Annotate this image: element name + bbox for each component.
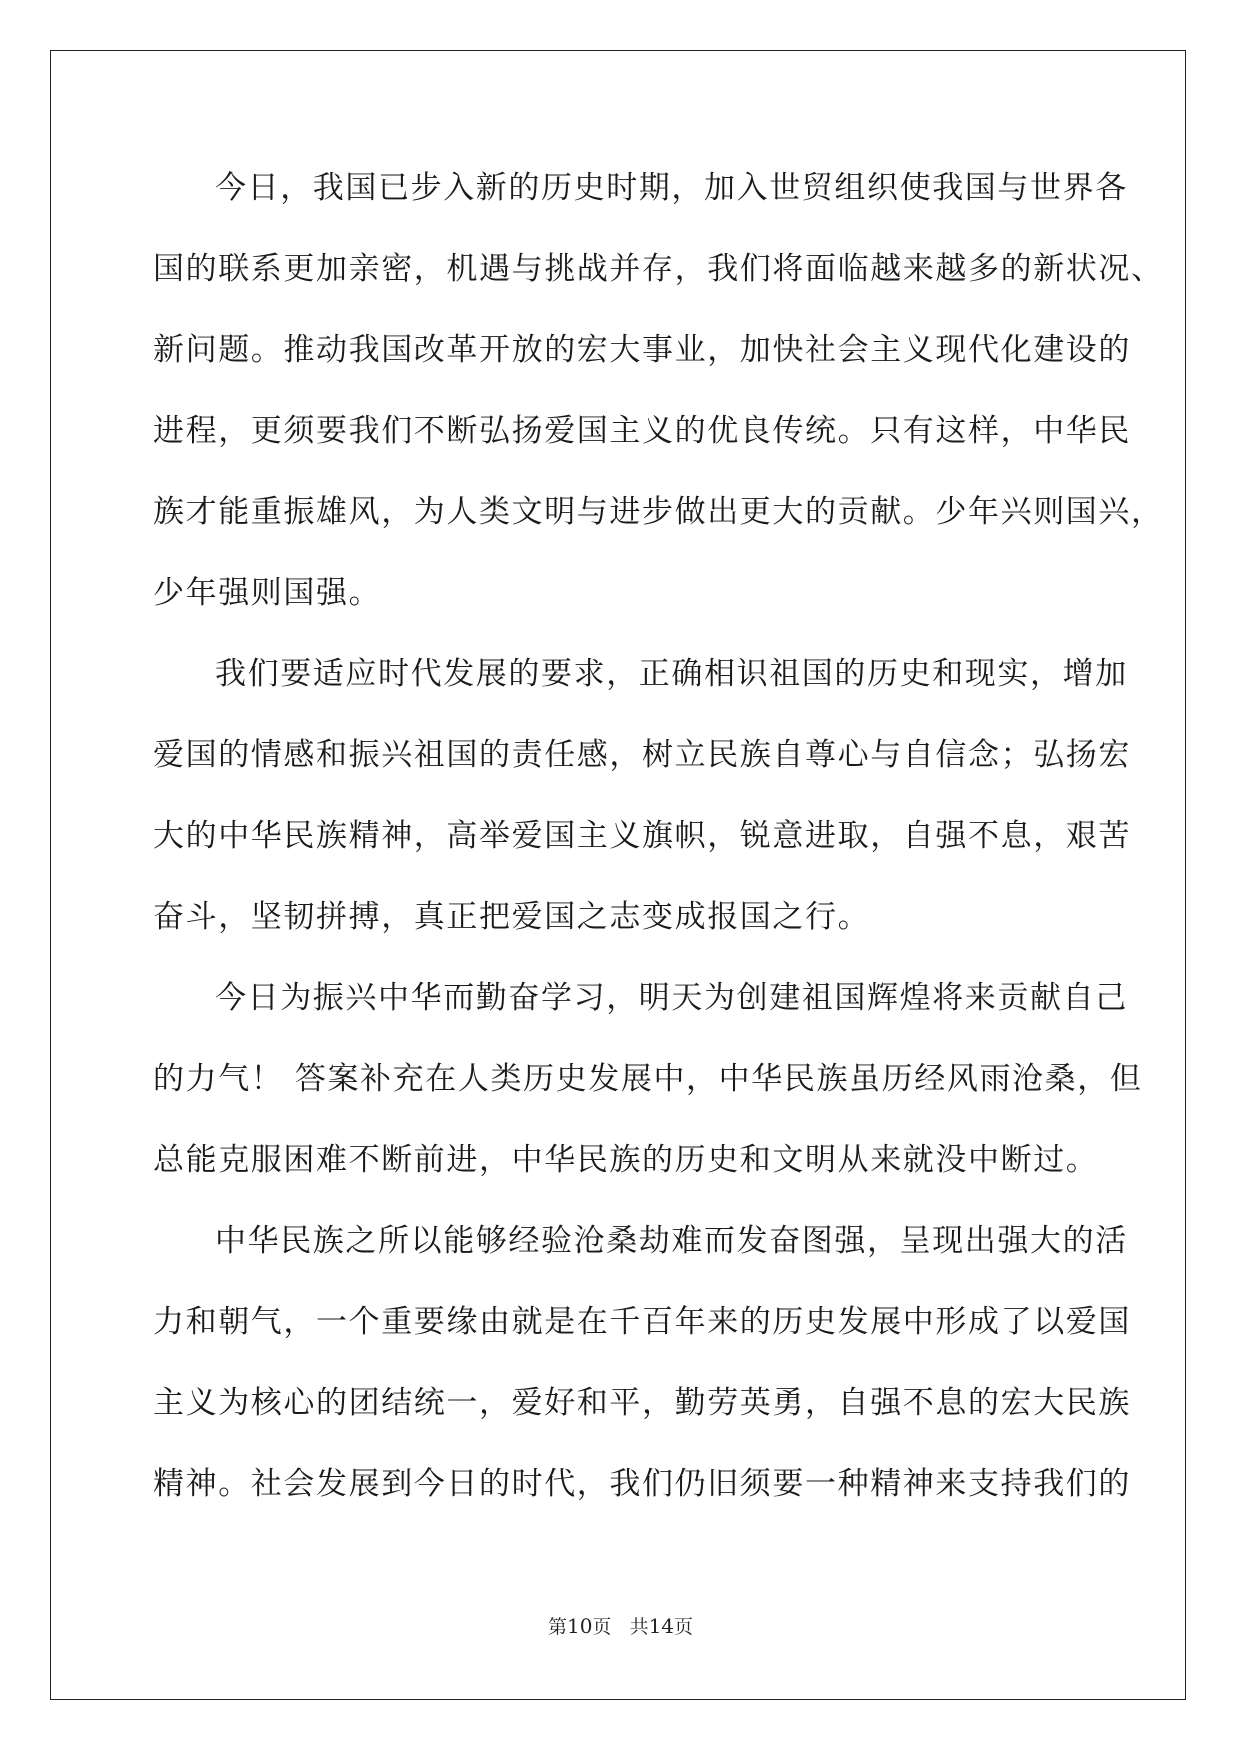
paragraph-3 — [153, 958, 1143, 1201]
text-line: 少年强则国强。 — [153, 575, 382, 611]
text-line: 大的中华民族精神，高举爱国主义旗帜，锐意进取，自强不息，艰苦 — [153, 818, 1131, 854]
text-line: 主义为核心的团结统一，爱好和平，勤劳英勇，自强不息的宏大民族 — [153, 1385, 1131, 1421]
text-line: 国的联系更加亲密，机遇与挑战并存，我们将面临越来越多的新状况、 — [153, 251, 1164, 287]
text-line: 进程，更须要我们不断弘扬爱国主义的优良传统。只有这样，中华民 — [153, 413, 1131, 449]
document-body — [153, 148, 1164, 1525]
text-line: 爱国的情感和振兴祖国的责任感，树立民族自尊心与自信念；弘扬宏 — [153, 737, 1131, 773]
paragraph-4 — [153, 1201, 1131, 1525]
page-label-suffix: 页 — [592, 1616, 612, 1638]
page-footer — [0, 1612, 1241, 1639]
text-line: 我们要适应时代发展的要求，正确相识祖国的历史和现实，增加 — [215, 656, 1128, 692]
total-label-suffix: 页 — [674, 1616, 694, 1638]
text-line: 力和朝气，一个重要缘由就是在千百年来的历史发展中形成了以爱国 — [153, 1304, 1131, 1340]
text-line: 新问题。推动我国改革开放的宏大事业，加快社会主义现代化建设的 — [153, 332, 1131, 368]
text-line: 总能克服困难不断前进，中华民族的历史和文明从来就没中断过。 — [153, 1142, 1099, 1178]
page-label-prefix: 第 — [547, 1616, 567, 1638]
text-line: 精神。社会发展到今日的时代，我们仍旧须要一种精神来支持我们的 — [153, 1466, 1131, 1502]
text-line: 今日，我国已步入新的历史时期，加入世贸组织使我国与世界各 — [215, 170, 1128, 206]
text-line: 族才能重振雄风，为人类文明与进步做出更大的贡献。少年兴则国兴， — [153, 494, 1164, 530]
text-line: 奋斗，坚韧拼搏，真正把爱国之志变成报国之行。 — [153, 899, 871, 935]
text-line: 中华民族之所以能够经验沧桑劫难而发奋图强，呈现出强大的活 — [215, 1223, 1128, 1259]
text-line: 的力气！ 答案补充在人类历史发展中，中华民族虽历经风雨沧桑，但 — [153, 1061, 1143, 1097]
total-pages-number: 14 — [648, 1614, 675, 1638]
total-label-prefix: 共 — [629, 1616, 649, 1638]
current-page-number: 10 — [566, 1614, 593, 1638]
paragraph-2 — [153, 634, 1131, 958]
text-line: 今日为振兴中华而勤奋学习，明天为创建祖国辉煌将来贡献自己 — [215, 980, 1128, 1016]
paragraph-1 — [153, 148, 1164, 634]
